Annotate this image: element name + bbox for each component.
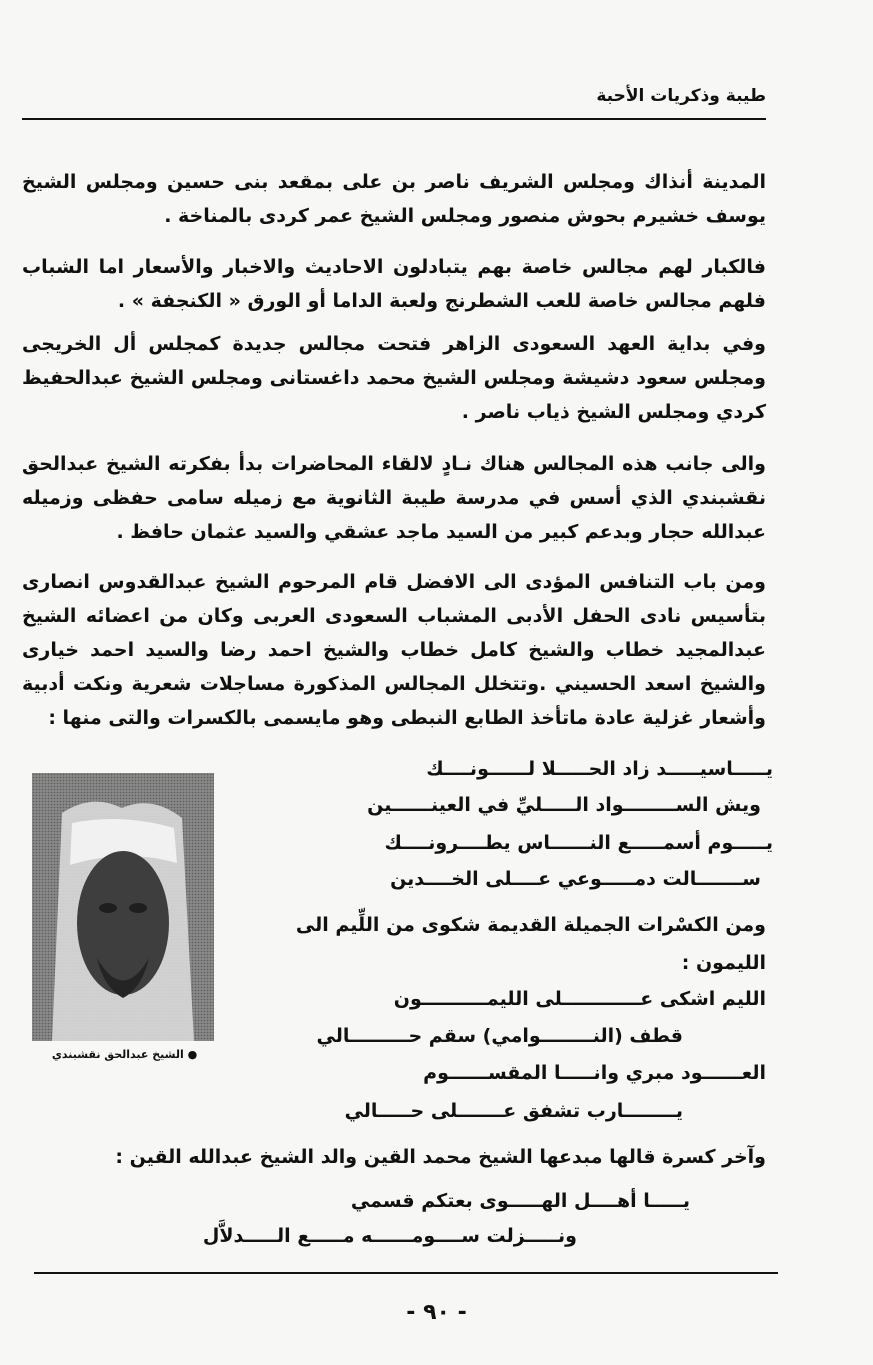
portrait-photo	[32, 773, 214, 1041]
verse-line: يـــــوم أسمـــــع النــــــاس يطــــرونــــك	[384, 832, 773, 854]
running-title: طيبة وذكريات الأحبة	[596, 86, 766, 106]
intro-line: وآخر كسرة قالها مبدعها الشيخ محمد القين والد الشيخ عبدالله القين :	[115, 1146, 766, 1168]
paragraph-4: والى جانب هذه المجالس هناك نـادٍ لالقاء المحاضرات بدأ بفكرته الشيخ عبدالحق نقشبندي الذي أسس في مدرسة طيبة الثانوية مع زميله سامى حفظى وزميله عبدالله حجار وبدعم كبير من السيد ماجد عشقي والسيد عثمان حافظ .	[22, 453, 766, 543]
verse-line: ويش الســــــــواد الـــــليِّ في العينــــــين	[367, 794, 761, 816]
verse-line: يــــــــارب تشفق عـــــــلى حـــــالي	[344, 1100, 683, 1122]
verse-line: ونـــــزلت ســــومــــــه مـــــع الـــــدلاَّل	[202, 1225, 577, 1247]
photo-caption: ● الشيخ عبدالحق نقشبندي	[51, 1048, 198, 1061]
paragraph-1: المدينة أنذاك ومجلس الشريف ناصر بن على بمقعد بنى حسين ومجلس الشيخ يوسف خشيرم بحوش منصور ومجلس الشيخ عمر كردى بالمناخة .	[22, 171, 766, 227]
header-divider	[22, 118, 766, 120]
page-number: - ٩٠ -	[406, 1300, 467, 1325]
verse-line: يـــــا أهــــل الهـــــوى بعتكم قسمي	[350, 1190, 690, 1212]
paragraph-5: ومن باب التنافس المؤدى الى الافضل قام المرحوم الشيخ عبدالقدوس انصارى بتأسيس نادى الحفل الأدبى المشباب السعودى العربى وكان من اعضائه الشيخ عبدالمجيد خطاب والشيخ كامل خطاب والشيخ احمد رضا والسيد احمد خيارى والشيخ اسعد الحسيني .وتتخلل المجالس المذكورة مساجلات شعرية ونكت أدبية وأشعار غزلية عادة ماتأخذ الطابع النبطى وهو مايسمى بالكسرات والتى منها :	[22, 571, 766, 729]
portrait-image	[32, 773, 214, 1041]
verse-line: الليم اشكى عــــــــــــلى الليمــــــــــون	[393, 988, 766, 1010]
verse-line: يـــــاسيـــــد زاد الحـــــلا لــــــونــــك	[426, 758, 773, 780]
footer-divider	[34, 1272, 778, 1274]
intro-line: ومن الكسْرات الجميلة القديمة شكوى من اللِّيم الى	[295, 914, 766, 936]
paragraph-3: وفي بداية العهد السعودى الزاهر فتحت مجالس جديدة كمجلس أل الخريجى ومجلس سعود دشيشة ومجلس الشيخ محمد داغستانى ومجلس الشيخ عبدالحفيظ كردي ومجلس الشيخ ذياب ناصر .	[22, 333, 766, 423]
verse-line: ســـــــالت دمـــــوعي عــــلى الخــــدين	[390, 868, 761, 890]
verse-line: قطف (النــــــــوامي) سقم حـــــــــالي	[316, 1025, 683, 1047]
intro-line: الليمون :	[681, 952, 766, 974]
paragraph-2: فالكبار لهم مجالس خاصة بهم يتبادلون الاحاديث والاخبار والأسعار اما الشباب فلهم مجالس خاصة للعب الشطرنج ولعبة الداما أو الورق « الكنجفة » .	[22, 256, 766, 312]
verse-line: العــــــود مبري وانـــــا المقســــــوم	[423, 1062, 766, 1084]
